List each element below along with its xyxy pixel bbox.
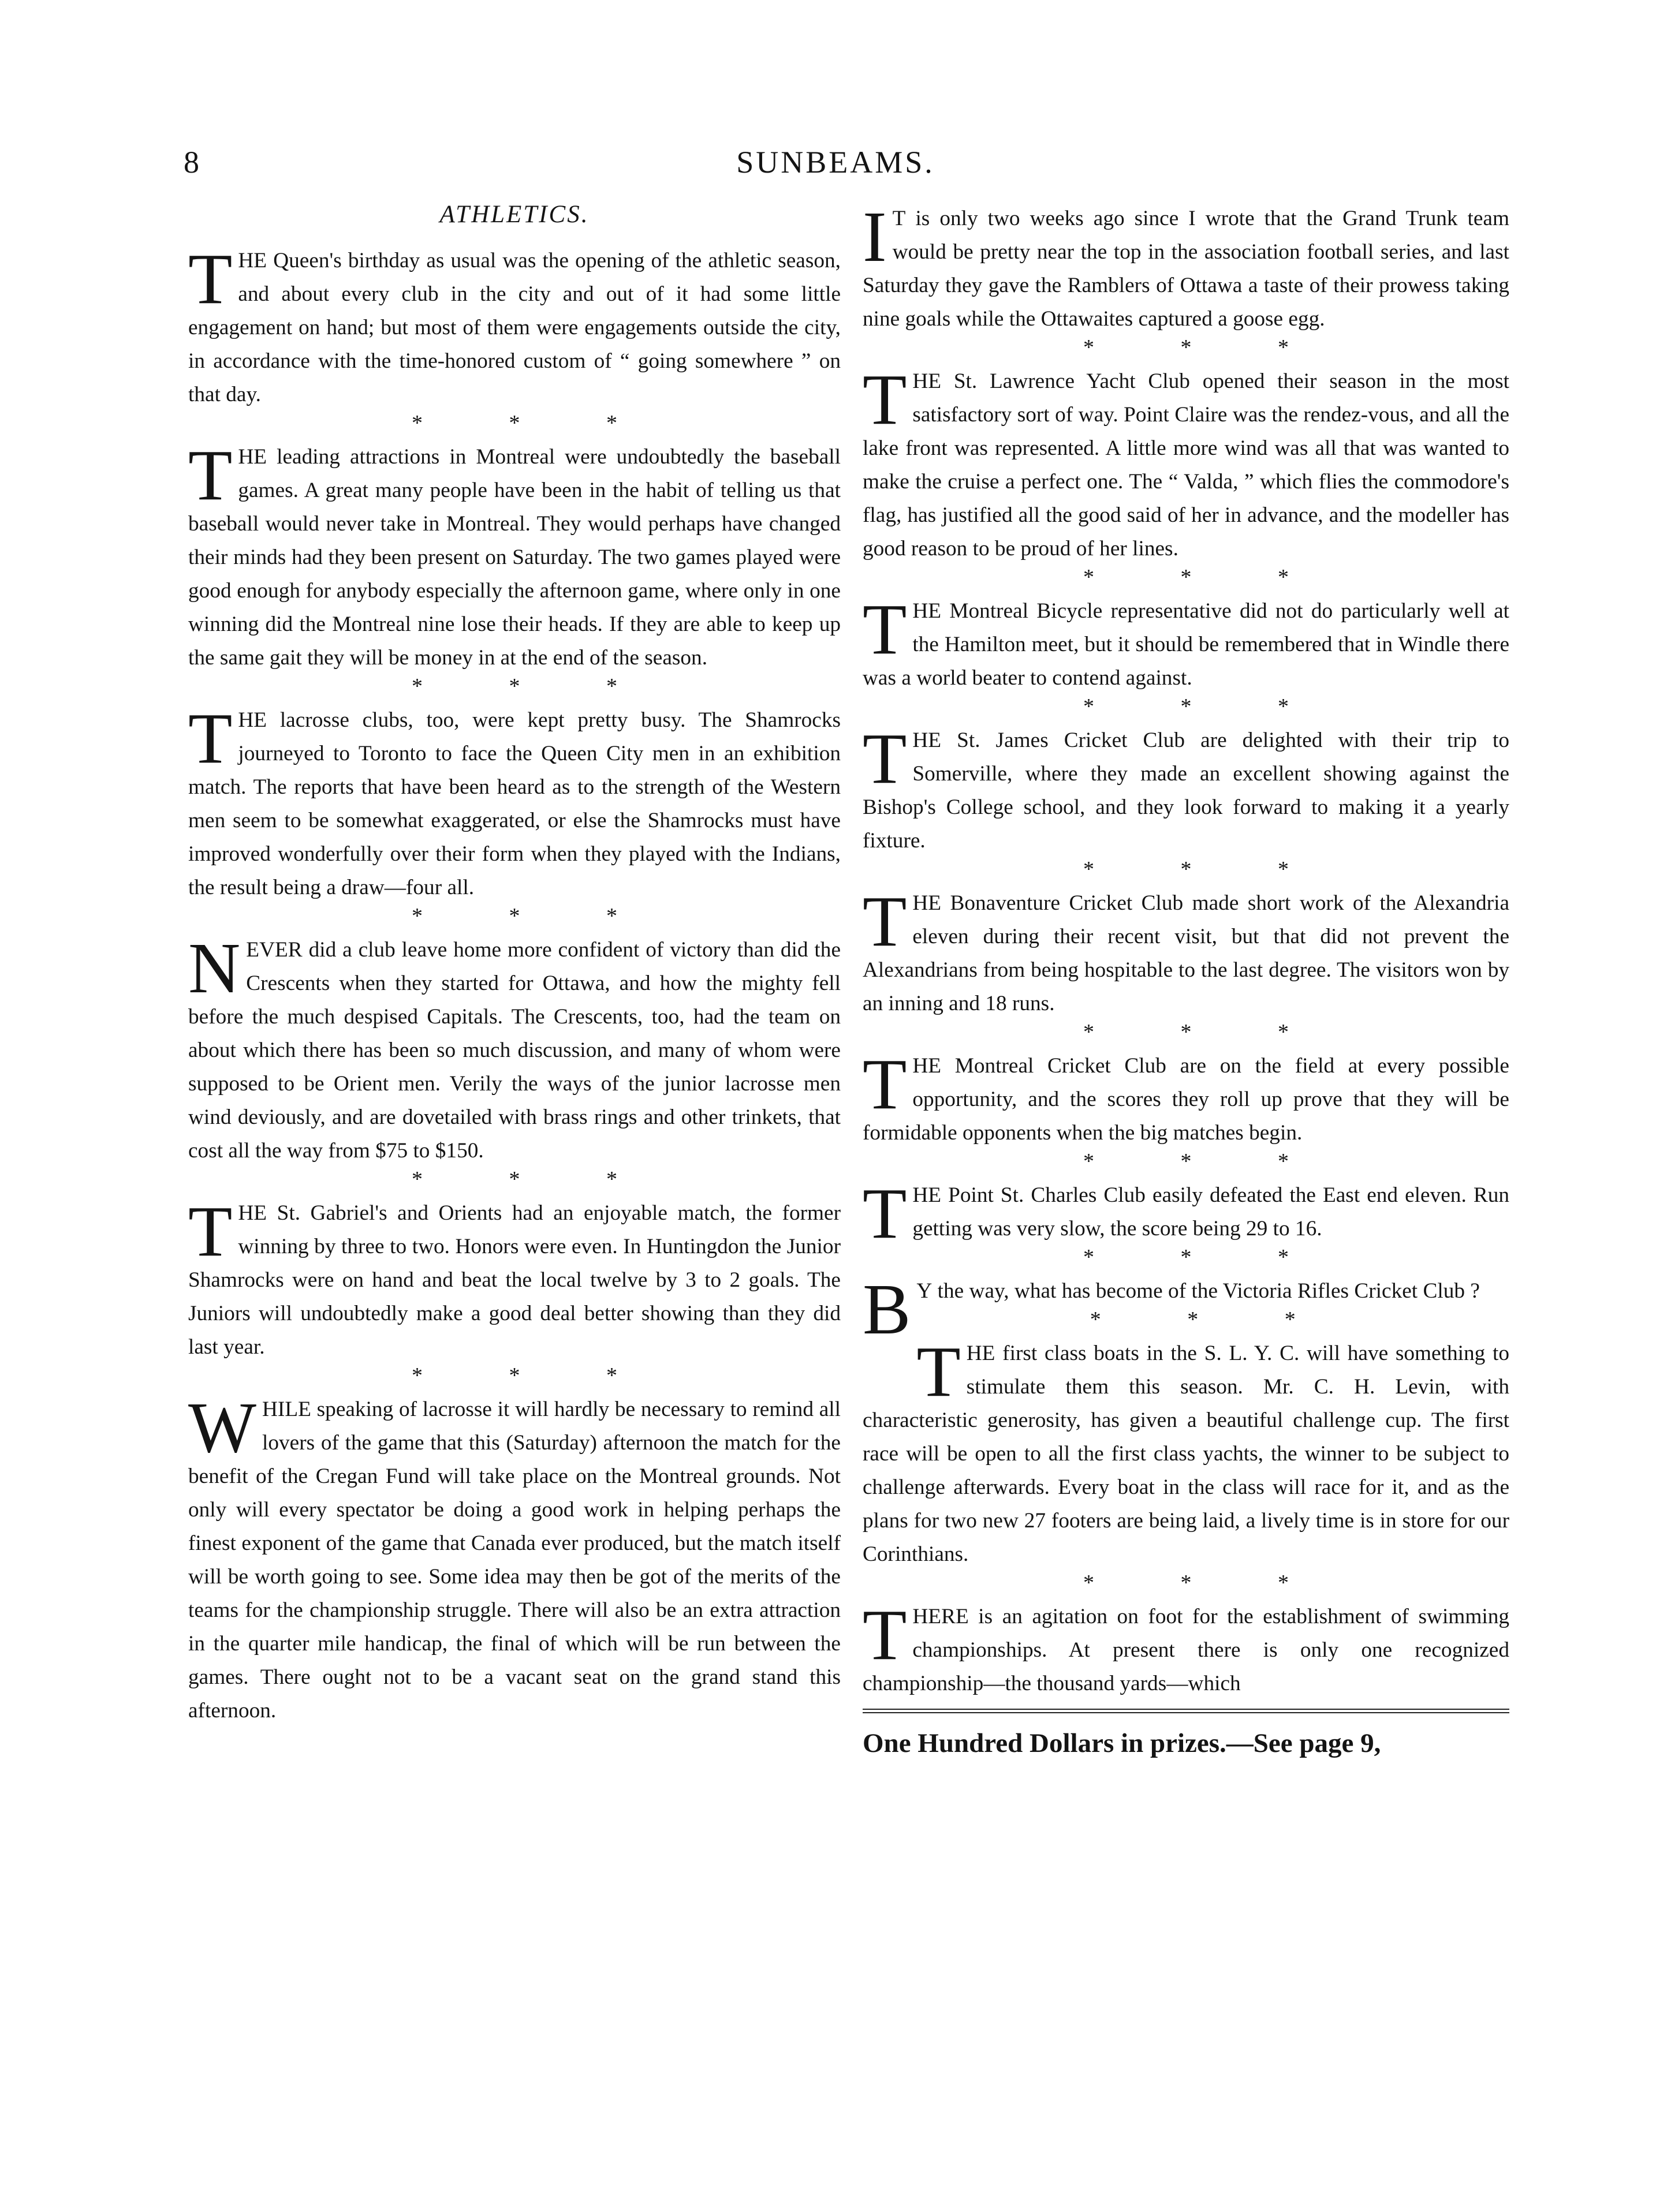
- page-number: 8: [184, 145, 199, 180]
- paragraph-text: Queen's birthday as usual was the opening of the athletic season, and about every club in the city and out of it had some little engagement on hand; but most of them were engagements outside the city, in accordance with the time-honored custom of “ going somewhere ” on that day.: [188, 249, 841, 406]
- drop-cap: T: [188, 1192, 233, 1272]
- paragraph-text: St. James Cricket Club are delighted with their trip to Somerville, where they made an excellent showing against the Bishop's College school, and they look forward to making it a yearly fixture.: [863, 728, 1509, 853]
- separator-stars: * * *: [412, 904, 658, 928]
- drop-cap: T: [863, 1596, 907, 1675]
- drop-cap: T: [863, 590, 907, 670]
- separator-stars: * * *: [1083, 857, 1329, 881]
- left-column: [188, 202, 841, 1728]
- separator-stars: * * *: [1083, 694, 1329, 719]
- separator-stars: * * *: [412, 411, 658, 435]
- lead-word: HE: [912, 1054, 942, 1078]
- paragraph-text: Bonaventure Cricket Club made short work of the Alexandria eleven during their recent visit, but that did not prevent the Alexandrians from being hospitable to the last degree. The visitors won by an inning and 18 runs.: [863, 891, 1509, 1015]
- separator-stars: * * *: [1083, 1020, 1329, 1044]
- masthead-title: SUNBEAMS.: [736, 145, 935, 180]
- article-paragraph: [863, 360, 1509, 566]
- article-paragraph: [188, 929, 841, 1168]
- lead-word: T: [892, 207, 906, 230]
- separator-stars: * * *: [1090, 1307, 1336, 1332]
- section-title: ATHLETICS.: [439, 201, 590, 228]
- paragraph-text: St. Lawrence Yacht Club opened their season in the most satisfactory sort of way. Point Claire was the rendez-vous, and all the lake front was represented. A little more wind was all that was wanted to make the cruise a perfect one. The “ Valda, ” which flies the commodore's flag, has justified all the good said of her in advance, and the modeller has good reason to be proud of her lines.: [863, 369, 1509, 561]
- article-paragraph: [863, 1174, 1509, 1254]
- lead-word: HE: [238, 249, 267, 272]
- separator-stars: * * *: [1083, 1245, 1329, 1269]
- drop-cap: I: [863, 197, 887, 277]
- drop-cap: T: [863, 719, 907, 799]
- article-paragraph: [188, 240, 841, 412]
- lead-word: HILE: [262, 1398, 311, 1421]
- article-paragraph: [863, 1596, 1509, 1701]
- article-paragraph: [863, 1270, 1509, 1350]
- paragraph-text: first class boats in the S. L. Y. C. will have something to stimulate them this season. Mr. C. H. Levin, with characteristic generosity, has given a beautiful challenge cup. The first race will be open to all the first class yachts, the winner to be subject to challenge afterwards. Every boat in the class will race for it, and as the plans for two new 27 footers are being laid, a lively time is in store for our Corinthians.: [863, 1342, 1509, 1566]
- article-paragraph: [863, 882, 1509, 1021]
- drop-cap: N: [188, 929, 241, 1008]
- lead-word: HE: [912, 599, 942, 623]
- separator-stars: * * *: [1083, 1571, 1329, 1595]
- lead-word: HE: [238, 1201, 267, 1225]
- lead-word: HE: [966, 1342, 995, 1365]
- drop-cap: W: [188, 1388, 256, 1468]
- lead-word: HE: [912, 728, 942, 752]
- separator-stars: * * *: [1083, 1149, 1329, 1174]
- lead-word: Y: [916, 1279, 933, 1303]
- paragraph-text: Point St. Charles Club easily defeated the East end eleven. Run getting was very slow, the score being 29 to 16.: [912, 1183, 1509, 1240]
- drop-cap: T: [188, 240, 233, 319]
- lead-word: HE: [912, 369, 942, 393]
- separator-stars: * * *: [412, 1167, 658, 1191]
- lead-word: HE: [238, 445, 267, 469]
- article-paragraph: [188, 699, 841, 905]
- paragraph-text: is an agitation on foot for the establishment of swimming championships. At present there is only one recognized championship—the thousand yards—which: [863, 1605, 1509, 1695]
- article-paragraph: [188, 1192, 841, 1364]
- article-paragraph: [863, 1045, 1509, 1150]
- drop-cap: T: [188, 436, 233, 515]
- article-paragraph: [863, 197, 1509, 336]
- paragraph-text: is only two weeks ago since I wrote that the Grand Trunk team would be pretty near the top in the association football series, and last Saturday they gave the Ramblers of Ottawa a taste of their prowess taking nine goals while the Ottawaites captured a goose egg.: [863, 207, 1509, 331]
- lead-word: EVER: [246, 938, 303, 962]
- article-paragraph: [188, 436, 841, 675]
- paragraph-text: Montreal Cricket Club are on the field at every possible opportunity, and the scores they roll up prove that they will be formidable opponents when the big matches begin.: [863, 1054, 1509, 1145]
- paragraph-text: speaking of lacrosse it will hardly be necessary to remind all lovers of the game that this (Saturday) afternoon the match for the benefit of the Cregan Fund will take place on the Montreal grounds. Not only will every spectator be doing a good work in helping perhaps the finest exponent of the game that Canada ever produced, but the match itself will be worth going to see. Some idea may then be got of the merits of the teams for the championship struggle. There will also be an extra attraction in the quarter mile handicap, the final of which will be run between the games. There ought not to be a vacant seat on the grand stand this afternoon.: [188, 1398, 841, 1722]
- right-column: [863, 197, 1509, 1761]
- drop-cap: T: [863, 1045, 907, 1124]
- article-paragraph: [188, 1388, 841, 1728]
- drop-cap: T: [863, 882, 907, 962]
- paragraph-text: leading attractions in Montreal were undoubtedly the baseball games. A great many people have been in the habit of telling us that baseball would never take in Montreal. They would perhaps have changed their minds had they been present on Saturday. The two games played were good enough for anybody especially the afternoon game, where only in one winning did the Montreal nine lose their heads. If they are able to keep up the same gait they will be money in at the end of the season.: [188, 445, 841, 670]
- separator-stars: * * *: [412, 674, 658, 698]
- separator-stars: * * *: [1083, 335, 1329, 360]
- drop-cap: T: [863, 1174, 907, 1254]
- drop-cap: T: [863, 360, 907, 440]
- paragraph-text: Montreal Bicycle representative did not do particularly well at the Hamilton meet, but it should be remembered that in Windle there was a world beater to contend against.: [863, 599, 1509, 690]
- article-paragraph: [863, 590, 1509, 695]
- advertisement-rule: [863, 1709, 1509, 1713]
- advertisement-banner: One Hundred Dollars in prizes.—See page 9,: [863, 1728, 1381, 1758]
- lead-word: HE: [238, 708, 267, 732]
- lead-word: HE: [912, 1183, 942, 1207]
- drop-cap: T: [188, 699, 233, 779]
- separator-stars: * * *: [1083, 565, 1329, 589]
- drop-cap: B: [863, 1270, 911, 1350]
- separator-stars: * * *: [412, 1363, 658, 1388]
- article-paragraph: [863, 1332, 1509, 1571]
- drop-cap: T: [916, 1332, 961, 1412]
- lead-word: HE: [912, 891, 942, 915]
- paragraph-text: the way, what has become of the Victoria Rifles Cricket Club ?: [932, 1279, 1480, 1303]
- paragraph-text: St. Gabriel's and Orients had an enjoyable match, the former winning by three to two. Honors were even. In Huntingdon the Junior Shamrocks were on hand and beat the local twelve by 3 to 2 goals. The Juniors will undoubtedly make a good deal better showing than they did last year.: [188, 1201, 841, 1359]
- lead-word: HERE: [912, 1605, 969, 1628]
- paragraph-text: lacrosse clubs, too, were kept pretty busy. The Shamrocks journeyed to Toronto to face the Queen City men in an exhibition match. The reports that have been heard as to the strength of the Western men seem to be somewhat exaggerated, or else the Shamrocks must have improved wonderfully over their form when they played with the Indians, the result being a draw—four all.: [188, 708, 841, 899]
- paragraph-text: did a club leave home more confident of victory than did the Crescents when they started for Ottawa, and how the mighty fell before the much despised Capitals. The Crescents, too, had the team on about which there has been so much discussion, and many of whom were supposed to be Orient men. Verily the ways of the junior lacrosse men wind deviously, and are dovetailed with brass rings and other trinkets, that cost all the way from $75 to $150.: [188, 938, 841, 1163]
- article-paragraph: [863, 719, 1509, 858]
